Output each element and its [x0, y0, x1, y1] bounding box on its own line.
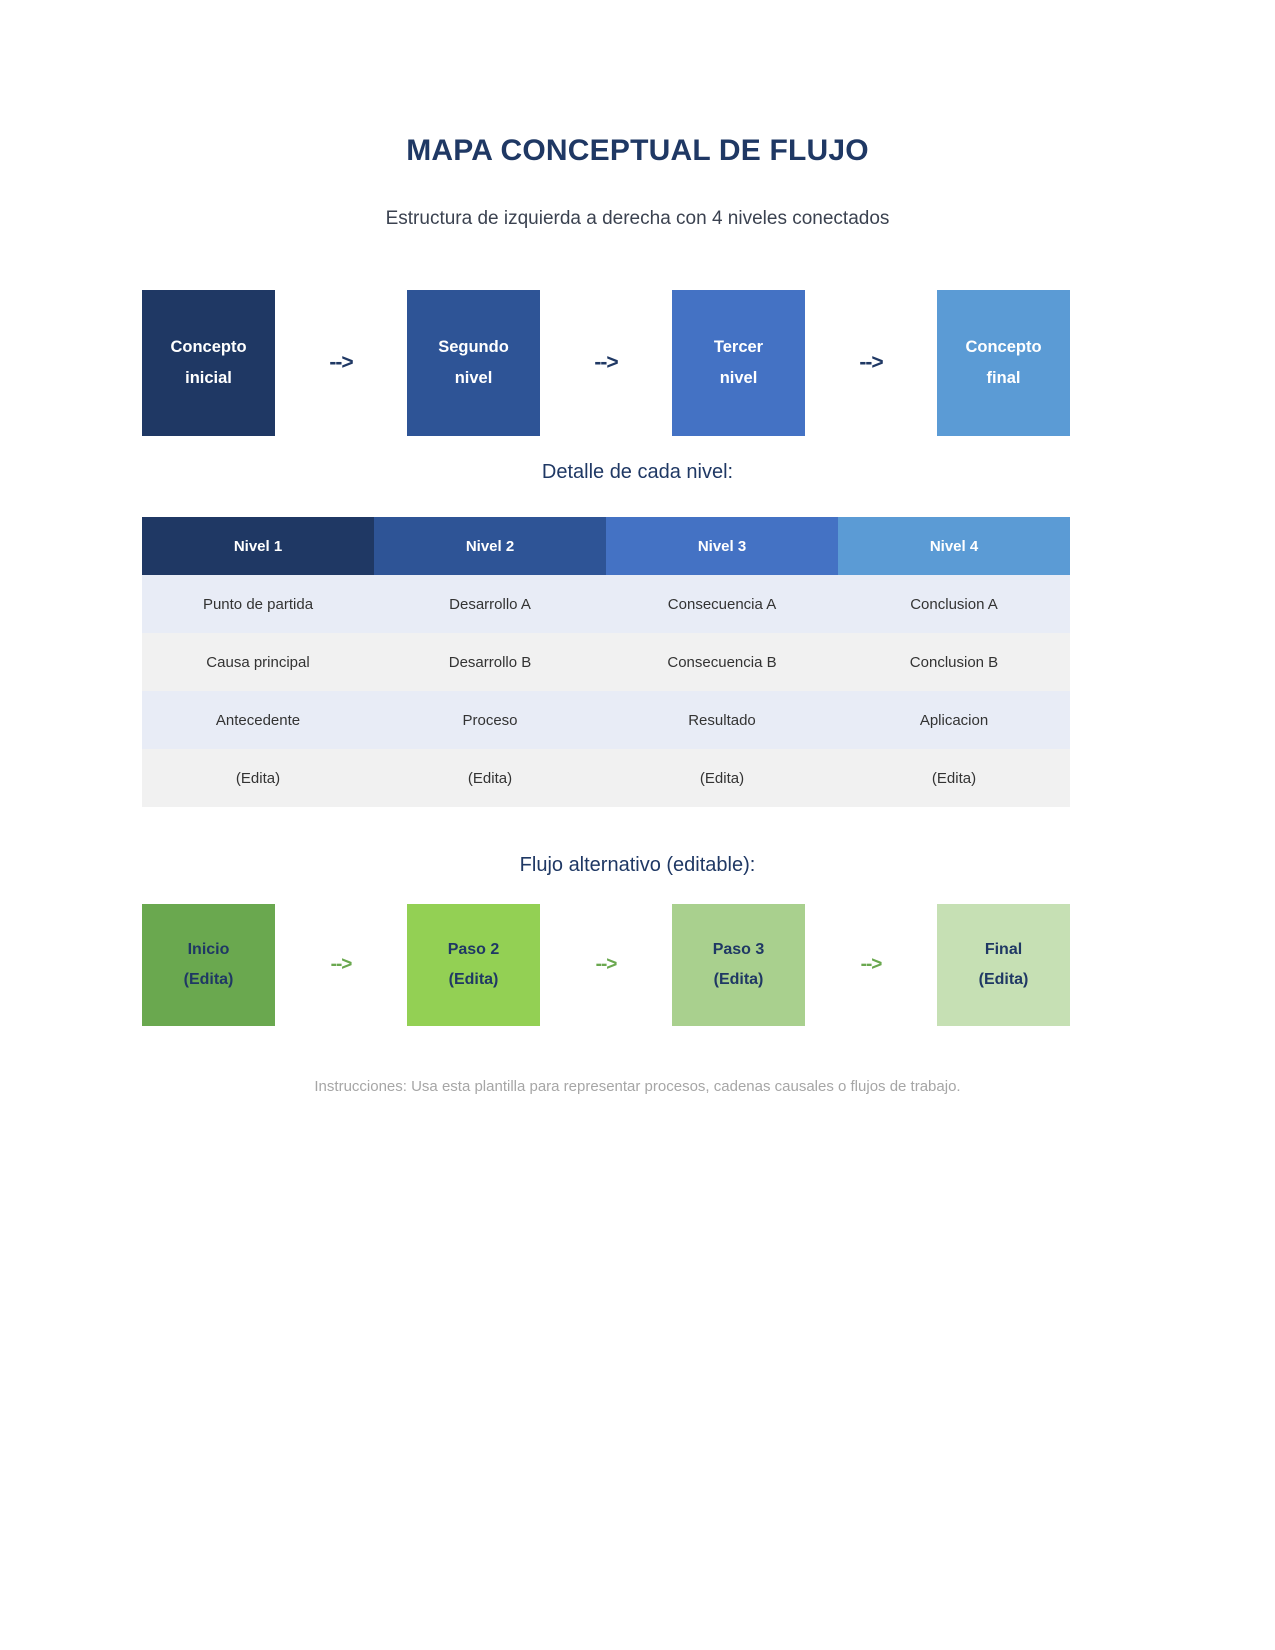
- alt-flow-node-line2: (Edita): [978, 971, 1029, 988]
- alt-flow-row: [142, 904, 1070, 1026]
- table-cell[interactable]: (Edita): [142, 749, 374, 807]
- flow-node-line2: final: [986, 369, 1021, 387]
- table-header-nivel-3: Nivel 3: [606, 517, 838, 575]
- arrow-icon-1: -->: [329, 351, 353, 374]
- table-cell[interactable]: (Edita): [838, 749, 1070, 807]
- table-cell[interactable]: (Edita): [606, 749, 838, 807]
- flow-node-line1: Concepto: [965, 338, 1042, 357]
- flow-node-tercer-nivel[interactable]: [672, 290, 805, 436]
- table-header-nivel-1: Nivel 1: [142, 517, 374, 575]
- table-cell[interactable]: Desarrollo A: [374, 575, 606, 633]
- table-header-nivel-2: Nivel 2: [374, 517, 606, 575]
- flow-node-line1: Segundo: [438, 338, 509, 357]
- page-title: MAPA CONCEPTUAL DE FLUJO: [406, 134, 869, 167]
- alt-flow-node-line1: Final: [984, 941, 1023, 959]
- arrow-icon-2: -->: [594, 351, 618, 374]
- table-cell[interactable]: Desarrollo B: [374, 633, 606, 691]
- alt-section-label: Flujo alternativo (editable):: [519, 854, 756, 876]
- table-cell[interactable]: Proceso: [374, 691, 606, 749]
- alt-flow-node-line1: Inicio: [187, 941, 230, 959]
- table-cell[interactable]: Consecuencia A: [606, 575, 838, 633]
- page-subtitle: Estructura de izquierda a derecha con 4 niveles conectados: [385, 208, 890, 229]
- arrow-icon-3: -->: [859, 351, 883, 374]
- arrow-icon-alt-2: -->: [595, 954, 617, 975]
- flow-node-concepto-final[interactable]: [937, 290, 1070, 436]
- detail-table: [142, 517, 1070, 807]
- flow-node-line2: nivel: [454, 369, 493, 387]
- table-row: [142, 575, 1070, 633]
- flow-node-line1: Concepto: [170, 338, 247, 357]
- instructions-footnote: Instrucciones: Usa esta plantilla para representar procesos, cadenas causales o flujos de trabajo.: [314, 1078, 961, 1095]
- table-cell[interactable]: Causa principal: [142, 633, 374, 691]
- table-cell[interactable]: Resultado: [606, 691, 838, 749]
- detail-table-wrap: [142, 517, 1070, 807]
- arrow-icon-alt-1: -->: [330, 954, 352, 975]
- primary-flow-row: [142, 290, 1070, 436]
- alt-flow-node-line2: (Edita): [713, 971, 764, 988]
- table-cell[interactable]: Punto de partida: [142, 575, 374, 633]
- flow-node-concepto-inicial[interactable]: [142, 290, 275, 436]
- alt-flow-node-line1: Paso 3: [712, 941, 765, 959]
- alt-flow-node-line1: Paso 2: [447, 941, 500, 959]
- alt-flow-node-line2: (Edita): [448, 971, 499, 988]
- table-header-nivel-4: Nivel 4: [838, 517, 1070, 575]
- alt-flow-node-paso-2[interactable]: [407, 904, 540, 1026]
- flow-node-segundo-nivel[interactable]: [407, 290, 540, 436]
- flow-node-line2: inicial: [185, 369, 232, 387]
- table-row: [142, 749, 1070, 807]
- arrow-icon-alt-3: -->: [860, 954, 882, 975]
- table-row: [142, 633, 1070, 691]
- table-cell[interactable]: Consecuencia B: [606, 633, 838, 691]
- alt-flow-node-inicio[interactable]: [142, 904, 275, 1026]
- table-cell[interactable]: Aplicacion: [838, 691, 1070, 749]
- table-cell[interactable]: Antecedente: [142, 691, 374, 749]
- alt-flow-node-final[interactable]: [937, 904, 1070, 1026]
- detail-section-label: Detalle de cada nivel:: [541, 461, 734, 483]
- table-header-row: [142, 517, 1070, 575]
- table-cell[interactable]: Conclusion B: [838, 633, 1070, 691]
- table-cell[interactable]: Conclusion A: [838, 575, 1070, 633]
- flow-node-line1: Tercer: [713, 338, 764, 357]
- flow-node-line2: nivel: [719, 369, 758, 387]
- table-cell[interactable]: (Edita): [374, 749, 606, 807]
- alt-flow-node-paso-3[interactable]: [672, 904, 805, 1026]
- alt-flow-node-line2: (Edita): [183, 971, 234, 988]
- table-row: [142, 691, 1070, 749]
